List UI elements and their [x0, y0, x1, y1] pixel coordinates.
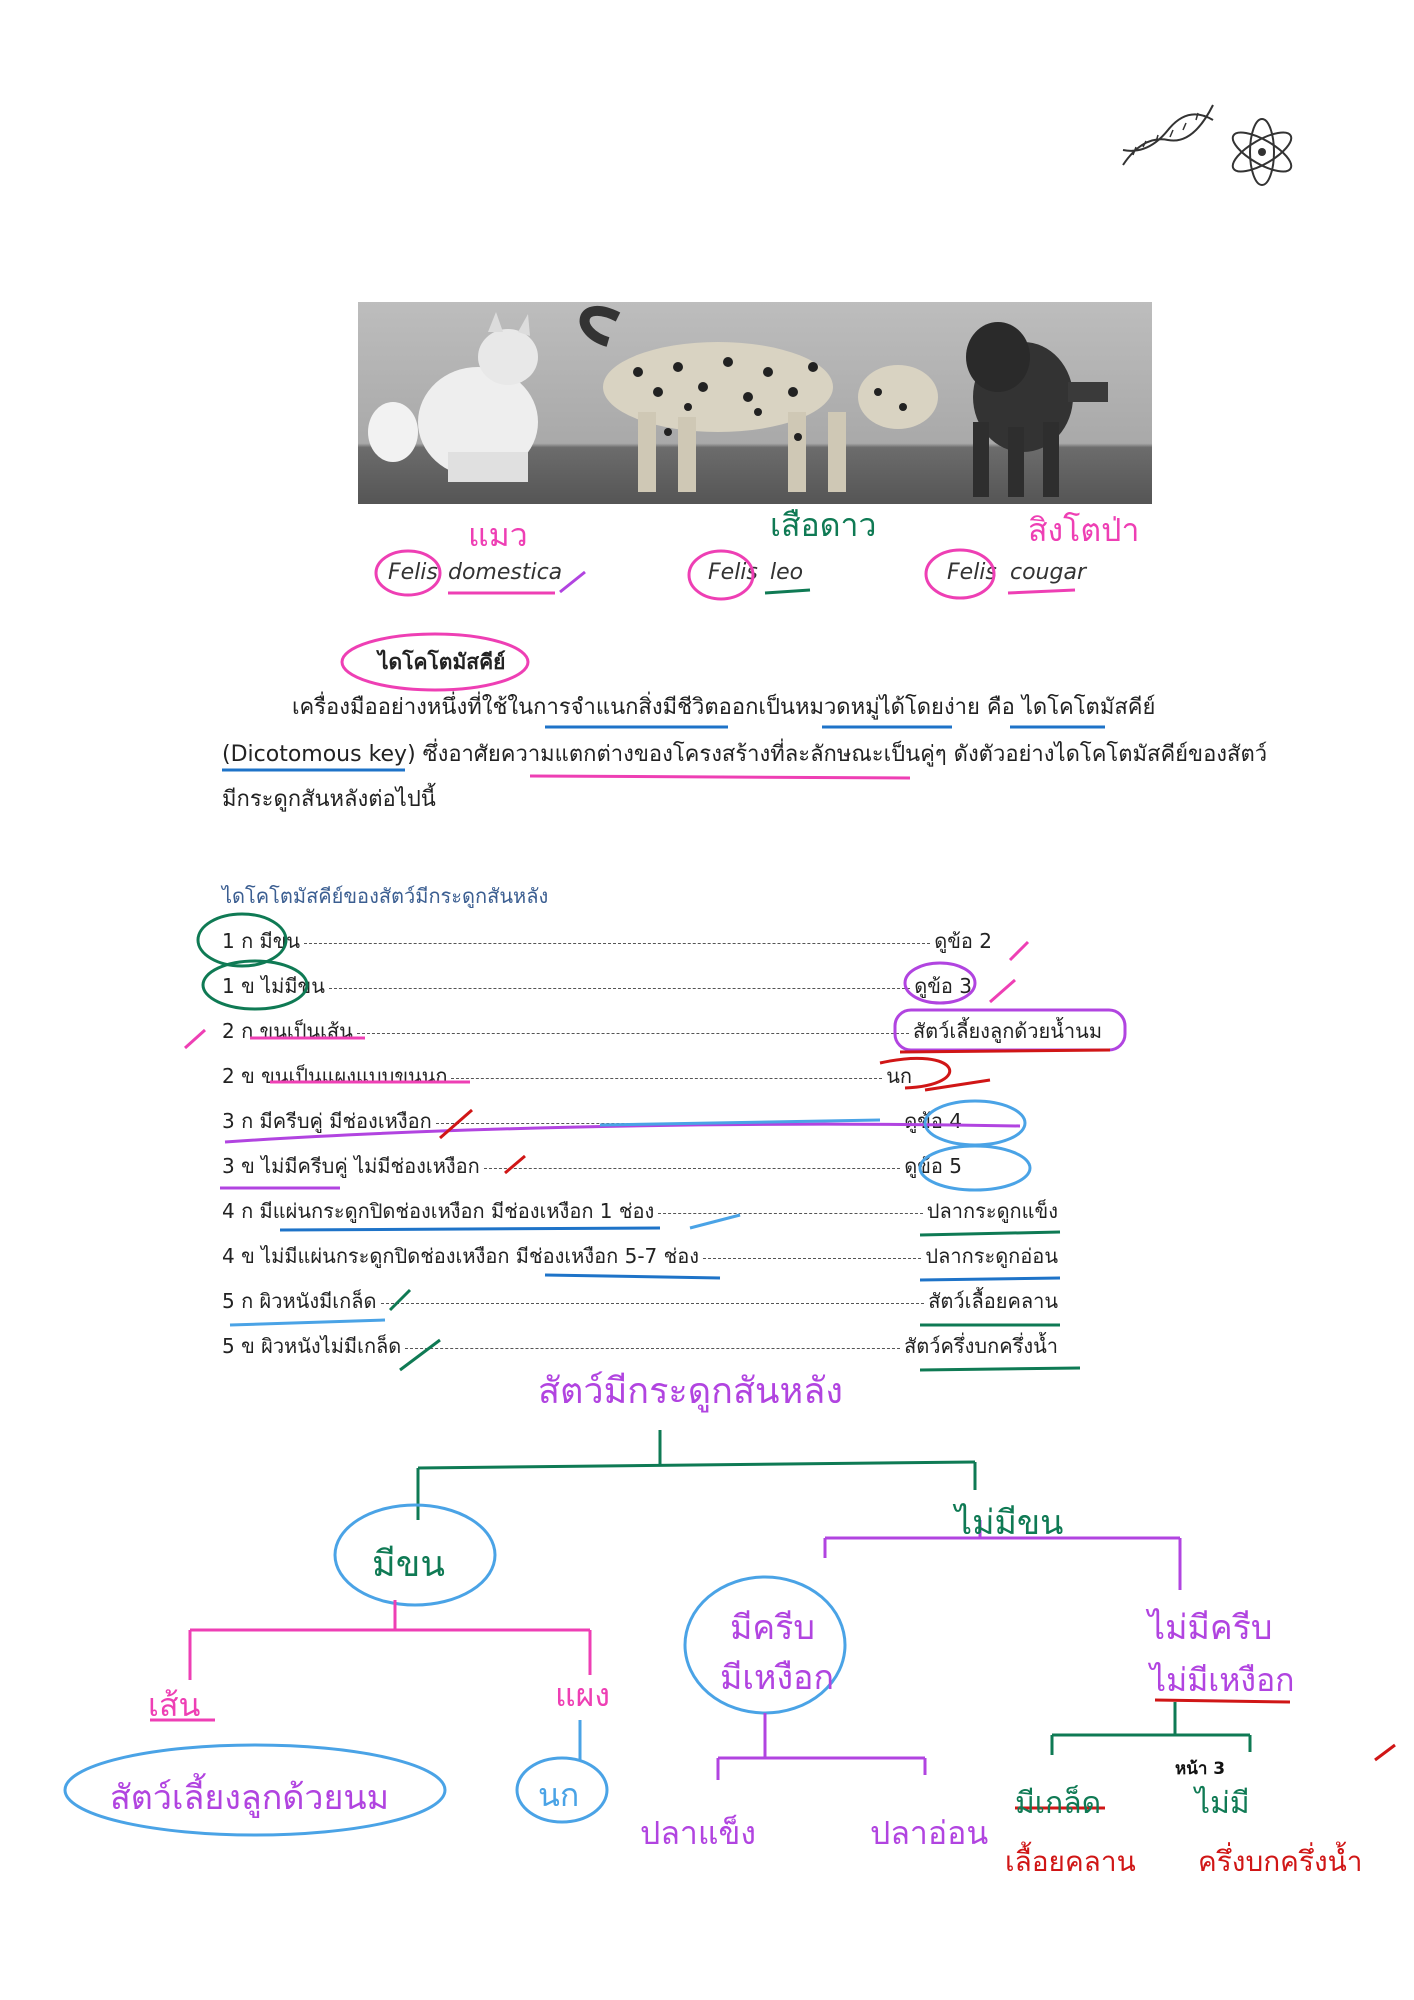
key-row-label: 4 ข ไม่มีแผ่นกระดูกปิดช่องเหงือก มีช่องเหงือก 5-7 ช่อง: [222, 1244, 699, 1268]
tree-root: สัตว์มีกระดูกสันหลัง: [538, 1371, 843, 1412]
tree-has-gill: มีเหงือก: [720, 1658, 835, 1698]
tree-bird: นก: [538, 1776, 580, 1814]
key-row-result: สัตว์ครึ่งบกครึ่งน้ำ: [904, 1334, 1058, 1358]
key-annotations: [0, 880, 1414, 1400]
intro-line-3: มีกระดูกสันหลังต่อไปนี้: [222, 787, 436, 812]
tree-no-fin: ไม่มีครีบ: [1148, 1608, 1273, 1648]
key-row-label: 2 ก ขนเป็นเส้น: [222, 1019, 353, 1043]
key-row-label: 1 ข ไม่มีขน: [222, 974, 325, 998]
key-row-result: ดูข้อ 2: [934, 929, 992, 953]
key-row-result: ดูข้อ 5: [904, 1154, 962, 1178]
tree-has-fin: มีครีบ: [730, 1608, 815, 1648]
key-row-label: 1 ก มีขน: [222, 929, 301, 953]
key-row-result: ดูข้อ 4: [904, 1109, 962, 1133]
key-row-label: 3 ข ไม่มีครีบคู่ ไม่มีช่องเหงือก: [222, 1154, 480, 1178]
intro-line-2: (Dicotomous key) ซึ่งอาศัยความแตกต่างของโครงสร้างที่ละลักษณะเป็นคู่ๆ ดังตัวอย่างไดโคโตมัสคีย์ของสัตว์: [222, 742, 1268, 767]
key-row-label: 2 ข ขนเป็นแผงแบบขนนก: [222, 1064, 448, 1088]
key-row-result: สัตว์เลื้อยคลาน: [928, 1289, 1058, 1313]
tree-fur-strand: เส้น: [148, 1686, 201, 1724]
tree-no-scale: ไม่มี: [1195, 1786, 1250, 1821]
tree-has-fur: มีขน: [372, 1544, 445, 1585]
key-row-result: สัตว์เลี้ยงลูกด้วยน้ำนม: [912, 1019, 1102, 1043]
leopard-thai-name: เสือดาว: [770, 506, 877, 544]
tree-no-fur: ไม่มีขน: [955, 1503, 1064, 1543]
cat-thai-name: แมว: [468, 516, 528, 554]
tree-cartilage-fish: ปลาอ่อน: [870, 1814, 989, 1852]
key-row-result: นก: [886, 1064, 912, 1088]
page-number: หน้า 3: [1175, 1759, 1226, 1779]
key-row-label: 3 ก มีครีบคู่ มีช่องเหงือก: [222, 1109, 432, 1133]
key-row-result: ปลากระดูกแข็ง: [926, 1199, 1058, 1223]
key-row-result: ปลากระดูกอ่อน: [925, 1244, 1058, 1268]
tree-reptile: เลื้อยคลาน: [1005, 1845, 1136, 1878]
intro-line-1: เครื่องมืออย่างหนึ่งที่ใช้ในการจำแนกสิ่งมีชีวิตออกเป็นหมวดหมู่ได้โดยง่าย คือ ไดโคโตมัสคีย์: [292, 695, 1156, 720]
key-title: ไดโคโตมัสคีย์ของสัตว์มีกระดูกสันหลัง: [222, 884, 549, 908]
section-title: ไดโคโตมัสคีย์: [378, 650, 506, 674]
key-row-label: 5 ก ผิวหนังมีเกล็ด: [222, 1289, 377, 1313]
tree-fur-plume: แผง: [555, 1676, 610, 1714]
tree-no-gill: ไม่มีเหงือก: [1150, 1661, 1295, 1699]
tree-mammal: สัตว์เลี้ยงลูกด้วยนม: [110, 1778, 390, 1818]
tree-has-scale: มีเกล็ด: [1015, 1786, 1102, 1821]
cougar-thai-name: สิงโตป่า: [1028, 511, 1140, 549]
key-row-label: 4 ก มีแผ่นกระดูกปิดช่องเหงือก มีช่องเหงือก 1 ช่อง: [222, 1199, 655, 1223]
cougar-species: cougar: [1010, 560, 1086, 585]
key-row-result: ดูข้อ 3: [914, 974, 972, 998]
leopard-species: leo: [770, 560, 804, 585]
cat-genus: Felis: [388, 560, 438, 585]
key-row-label: 5 ข ผิวหนังไม่มีเกล็ด: [222, 1334, 402, 1358]
tree-bony-fish: ปลาแข็ง: [640, 1814, 757, 1852]
tree-amphibian: ครึ่งบกครึ่งน้ำ: [1198, 1845, 1363, 1878]
leopard-genus: Felis: [708, 560, 758, 585]
cougar-genus: Felis: [947, 560, 997, 585]
cat-species: domestica: [448, 560, 563, 585]
